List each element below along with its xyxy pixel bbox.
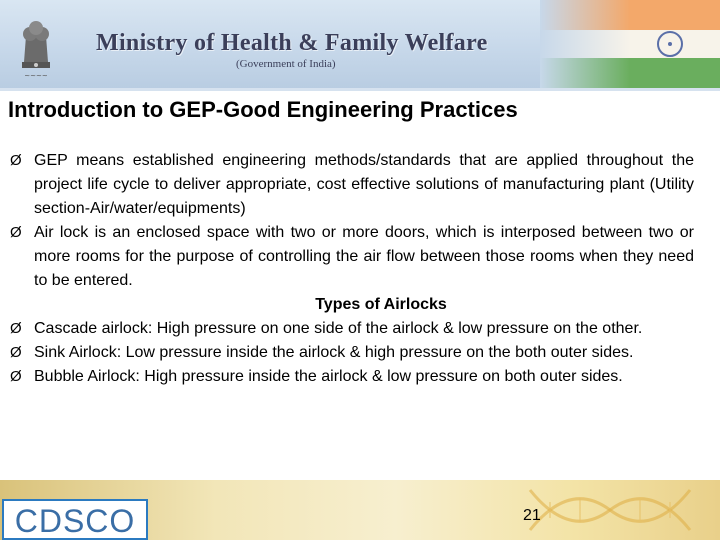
state-emblem-icon <box>8 6 64 82</box>
ministry-subtitle: (Government of India) <box>236 58 336 70</box>
bullet-text: Sink Airlock: Low pressure inside the airlock & high pressure on the both outer sides. <box>34 344 634 361</box>
svg-text:~~~~: ~~~~ <box>24 72 48 80</box>
types-subheading: Types of Airlocks <box>315 296 447 313</box>
bullet-item <box>8 341 694 365</box>
ministry-title: Ministry of Health & Family Welfare <box>96 30 488 56</box>
slide-title: Introduction to GEP-Good Engineering Practices <box>8 97 518 122</box>
cdsco-logo-text: CDSCO <box>14 503 136 539</box>
cdsco-logo <box>2 499 148 540</box>
bullet-item <box>8 317 694 341</box>
bullet-text: Cascade airlock: High pressure on one side of the airlock & low pressure on the other. <box>34 320 643 337</box>
arrow-bullet-icon: Ø <box>10 320 22 337</box>
bullet-item <box>8 149 694 221</box>
indian-flag-icon <box>540 0 720 88</box>
bullet-text: Bubble Airlock: High pressure inside the airlock & low pressure on both outer sides. <box>34 368 623 385</box>
page-number: 21 <box>523 507 541 524</box>
dna-helix-icon <box>520 480 720 540</box>
arrow-bullet-icon: Ø <box>10 152 22 169</box>
arrow-bullet-icon: Ø <box>10 368 22 385</box>
bullet-text: GEP means established engineering methods/standards that are applied throughout the project life cycle to deliver appropriate, cost effective solutions of manufacturing plant (Utility section-Air/water/equipments) <box>34 152 694 217</box>
slide-content <box>8 149 694 389</box>
arrow-bullet-icon: Ø <box>10 344 22 361</box>
bullet-text: Air lock is an enclosed space with two or more doors, which is interposed between two or more rooms for the purpose of controlling the air flow between those rooms when they need to be entered. <box>34 224 694 289</box>
arrow-bullet-icon: Ø <box>10 224 22 241</box>
header-divider <box>0 88 720 91</box>
bullet-item <box>8 365 694 389</box>
header-banner <box>0 0 720 88</box>
bullet-item <box>8 221 694 293</box>
